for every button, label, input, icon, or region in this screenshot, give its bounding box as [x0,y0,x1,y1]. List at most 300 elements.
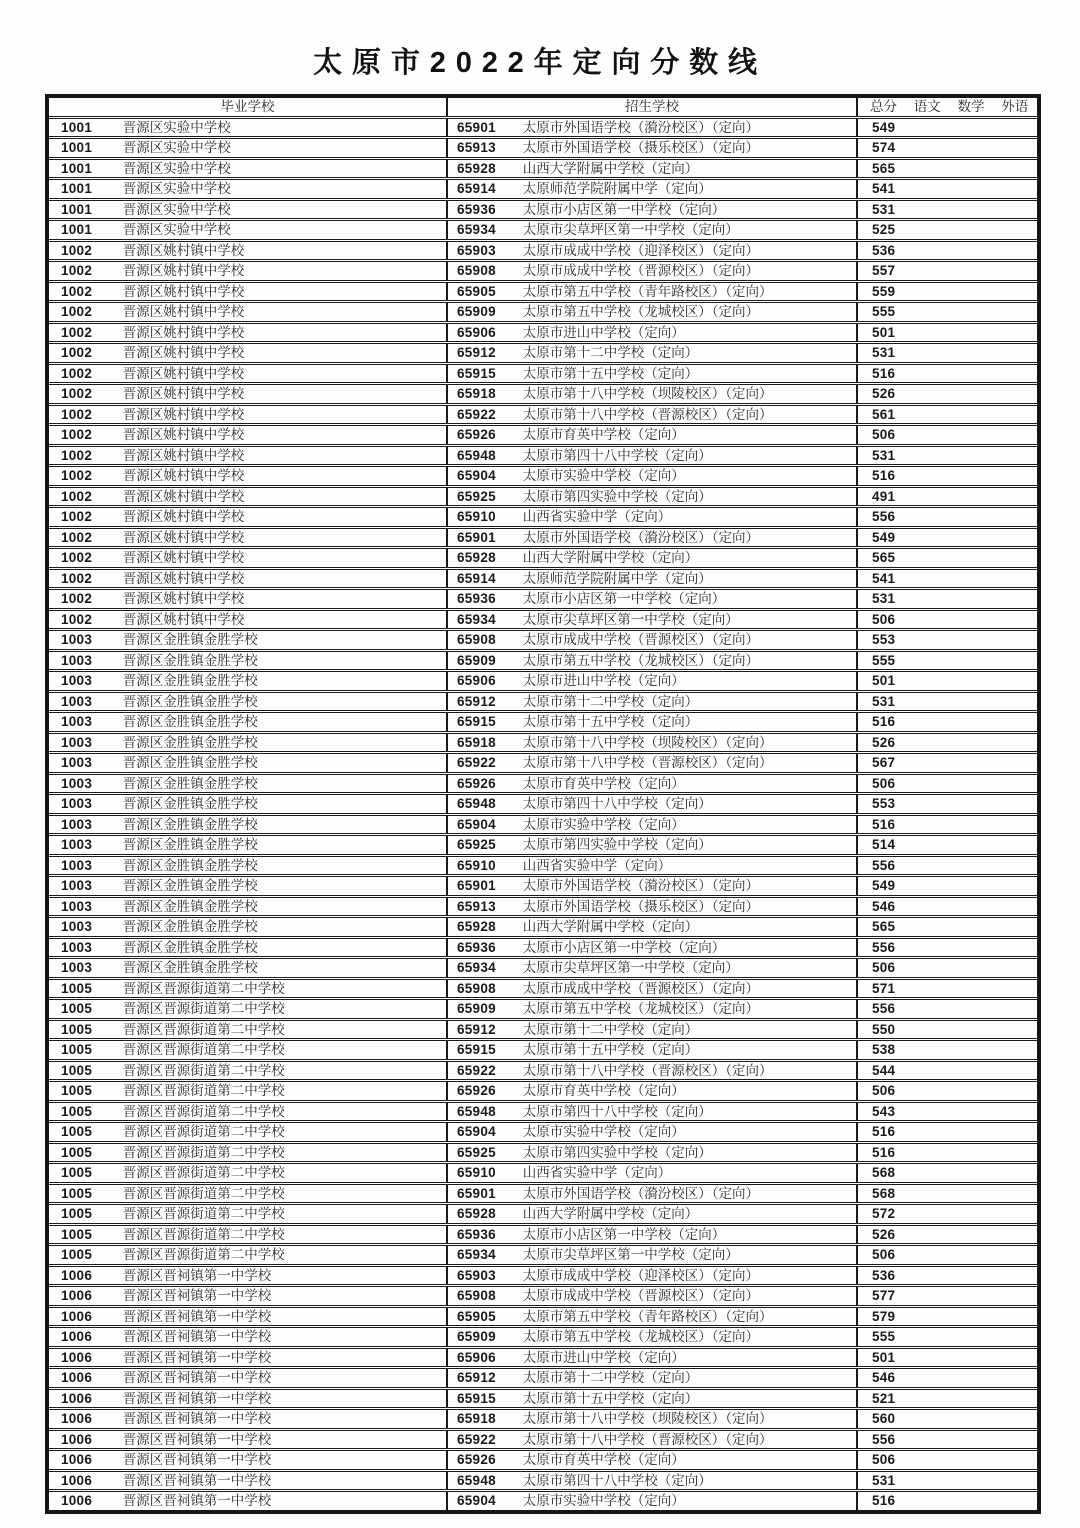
graduating-school-code: 1002 [61,427,93,443]
total-score-value: 549 [872,529,896,545]
total-score-cell [857,630,1039,651]
graduating-school-name: 晋源区姚村镇中学校 [122,427,245,443]
graduating-school-cell [47,1265,447,1286]
enrolling-school-name: 太原市第四十八中学校（定向） [522,796,712,812]
enrolling-school-name: 太原市成成中学校（晋源校区）（定向） [522,980,760,996]
table-row [47,384,1039,405]
total-score-cell [857,876,1039,897]
graduating-school-code: 1005 [61,1083,93,1099]
graduating-school-cell [47,1347,447,1368]
enrolling-school-name: 太原市第五中学校（青年路校区）（定向） [522,1308,773,1324]
graduating-school-code: 1003 [61,632,93,648]
enrolling-school-name: 太原市尖草坪区第一中学校（定向） [522,611,739,627]
graduating-school-code: 1005 [61,1247,93,1263]
graduating-school-code: 1006 [61,1411,93,1427]
enrolling-school-code: 65925 [457,488,496,504]
enrolling-school-name: 太原市实验中学校（定向） [522,1493,685,1509]
table-row [47,589,1039,610]
enrolling-school-cell [447,1388,857,1409]
graduating-school-name: 晋源区晋源街道第二中学校 [122,1165,285,1181]
enrolling-school-cell [447,445,857,466]
table-row [47,630,1039,651]
enrolling-school-cell [447,650,857,671]
enrolling-school-code: 65915 [457,365,496,381]
total-score-value: 506 [872,775,896,791]
enrolling-school-cell [447,917,857,938]
enrolling-school-cell [447,835,857,856]
graduating-school-cell [47,978,447,999]
graduating-school-name: 晋源区金胜镇金胜学校 [122,960,258,976]
enrolling-school-cell [447,1204,857,1225]
table-row [47,999,1039,1020]
enrolling-school-cell [447,158,857,179]
total-score-value: 526 [872,1226,896,1242]
graduating-school-name: 晋源区姚村镇中学校 [122,324,245,340]
enrolling-school-cell [447,117,857,138]
enrolling-school-name: 山西省实验中学（定向） [522,857,672,873]
total-score-value: 525 [872,222,896,238]
graduating-school-name: 晋源区实验中学校 [122,181,231,197]
graduating-school-code: 1006 [61,1452,93,1468]
enrolling-school-name: 太原市小店区第一中学校（定向） [522,1226,726,1242]
total-score-cell [857,158,1039,179]
total-score-cell [857,117,1039,138]
graduating-school-cell [47,322,447,343]
total-score-value: 541 [872,181,896,197]
enrolling-school-code: 65912 [457,345,496,361]
total-score-cell [857,343,1039,364]
enrolling-school-name: 太原市第十八中学校（坝陵校区）（定向） [522,386,773,402]
enrolling-school-name: 山西省实验中学（定向） [522,1165,672,1181]
graduating-school-name: 晋源区姚村镇中学校 [122,570,245,586]
graduating-school-code: 1005 [61,1226,93,1242]
total-score-value: 555 [872,652,896,668]
enrolling-school-name: 太原市第五中学校（龙城校区）（定向） [522,1329,760,1345]
graduating-school-name: 晋源区实验中学校 [122,222,231,238]
enrolling-school-code: 65906 [457,673,496,689]
graduating-school-cell [47,1429,447,1450]
graduating-school-code: 1003 [61,837,93,853]
enrolling-school-name: 太原市第四十八中学校（定向） [522,1103,712,1119]
graduating-school-code: 1006 [61,1308,93,1324]
graduating-school-cell [47,527,447,548]
graduating-school-name: 晋源区实验中学校 [122,140,231,156]
graduating-school-code: 1005 [61,1165,93,1181]
table-row [47,1306,1039,1327]
graduating-school-code: 1005 [61,1062,93,1078]
total-score-cell [857,814,1039,835]
total-score-value: 531 [872,693,896,709]
enrolling-school-code: 65905 [457,283,496,299]
total-score-value: 491 [872,488,896,504]
graduating-school-code: 1003 [61,960,93,976]
graduating-school-name: 晋源区晋源街道第二中学校 [122,1247,285,1263]
graduating-school-cell [47,199,447,220]
enrolling-school-cell [447,1122,857,1143]
total-score-value: 572 [872,1206,896,1222]
graduating-school-code: 1005 [61,1185,93,1201]
enrolling-school-name: 太原市尖草坪区第一中学校（定向） [522,960,739,976]
total-score-value: 553 [872,632,896,648]
table-row [47,1286,1039,1307]
total-score-cell [857,1286,1039,1307]
enrolling-school-name: 山西大学附属中学校（定向） [522,160,699,176]
total-score-cell [857,1368,1039,1389]
enrolling-school-cell [447,363,857,384]
graduating-school-code: 1003 [61,816,93,832]
enrolling-school-name: 太原市进山中学校（定向） [522,324,685,340]
total-score-cell [857,1224,1039,1245]
enrolling-school-code: 65922 [457,406,496,422]
enrolling-school-name: 太原市第十五中学校（定向） [522,714,699,730]
table-row [47,117,1039,138]
total-score-value: 568 [872,1185,896,1201]
enrolling-school-name: 太原市第十八中学校（晋源校区）（定向） [522,406,773,422]
enrolling-school-name: 太原市进山中学校（定向） [522,1349,685,1365]
graduating-school-cell [47,302,447,323]
column-header-enrolling-school: 招生学校 [447,96,857,117]
enrolling-school-code: 65904 [457,1493,496,1509]
total-score-value: 501 [872,673,896,689]
graduating-school-code: 1005 [61,1042,93,1058]
graduating-school-name: 晋源区姚村镇中学校 [122,509,245,525]
enrolling-school-cell [447,630,857,651]
table-row [47,1122,1039,1143]
total-score-value: 567 [872,755,896,771]
table-row [47,835,1039,856]
total-score-value: 521 [872,1390,896,1406]
total-score-value: 501 [872,1349,896,1365]
enrolling-school-code: 65910 [457,509,496,525]
enrolling-school-code: 65948 [457,1472,496,1488]
enrolling-school-code: 65913 [457,898,496,914]
total-score-value: 561 [872,406,896,422]
enrolling-school-cell [447,507,857,528]
total-score-cell [857,1019,1039,1040]
enrolling-school-cell [447,855,857,876]
total-score-cell [857,261,1039,282]
graduating-school-cell [47,835,447,856]
enrolling-school-cell [447,466,857,487]
total-score-cell [857,425,1039,446]
enrolling-school-code: 65948 [457,796,496,812]
table-row [47,937,1039,958]
enrolling-school-cell [447,138,857,159]
graduating-school-name: 晋源区金胜镇金胜学校 [122,816,258,832]
table-row [47,712,1039,733]
enrolling-school-code: 65909 [457,652,496,668]
graduating-school-cell [47,630,447,651]
graduating-school-name: 晋源区姚村镇中学校 [122,611,245,627]
graduating-school-cell [47,117,447,138]
enrolling-school-code: 65915 [457,1390,496,1406]
enrolling-school-name: 太原市第十八中学校（晋源校区）（定向） [522,1062,773,1078]
enrolling-school-cell [447,261,857,282]
graduating-school-code: 1001 [61,160,93,176]
graduating-school-code: 1006 [61,1288,93,1304]
enrolling-school-cell [447,1142,857,1163]
graduating-school-name: 晋源区姚村镇中学校 [122,468,245,484]
total-score-cell [857,527,1039,548]
total-score-cell [857,712,1039,733]
total-score-cell [857,548,1039,569]
total-score-value: 553 [872,796,896,812]
header-row [47,96,1039,117]
enrolling-school-cell [447,1245,857,1266]
total-score-value: 543 [872,1103,896,1119]
graduating-school-cell [47,1327,447,1348]
total-score-value: 574 [872,140,896,156]
enrolling-school-cell [447,1019,857,1040]
graduating-school-code: 1002 [61,570,93,586]
column-header-math: 数学 [957,99,985,115]
total-score-value: 559 [872,283,896,299]
enrolling-school-cell [447,1368,857,1389]
graduating-school-code: 1001 [61,222,93,238]
enrolling-school-name: 山西大学附属中学校（定向） [522,1206,699,1222]
total-score-value: 516 [872,365,896,381]
graduating-school-code: 1005 [61,1144,93,1160]
graduating-school-code: 1003 [61,939,93,955]
table-row [47,773,1039,794]
graduating-school-code: 1006 [61,1267,93,1283]
table-row [47,1470,1039,1491]
graduating-school-name: 晋源区金胜镇金胜学校 [122,652,258,668]
table-row [47,691,1039,712]
graduating-school-cell [47,1122,447,1143]
total-score-value: 556 [872,939,896,955]
total-score-value: 555 [872,304,896,320]
total-score-value: 516 [872,1493,896,1509]
graduating-school-cell [47,958,447,979]
enrolling-school-code: 65909 [457,1001,496,1017]
graduating-school-code: 1002 [61,345,93,361]
enrolling-school-code: 65922 [457,755,496,771]
enrolling-school-name: 山西大学附属中学校（定向） [522,919,699,935]
graduating-school-code: 1003 [61,775,93,791]
total-score-cell [857,466,1039,487]
enrolling-school-cell [447,322,857,343]
graduating-school-name: 晋源区姚村镇中学校 [122,263,245,279]
graduating-school-cell [47,486,447,507]
total-score-cell [857,937,1039,958]
column-header-graduating-school: 毕业学校 [47,96,447,117]
enrolling-school-cell [447,691,857,712]
graduating-school-name: 晋源区晋祠镇第一中学校 [122,1431,272,1447]
graduating-school-name: 晋源区金胜镇金胜学校 [122,632,258,648]
enrolling-school-name: 太原市第四实验中学校（定向） [522,837,712,853]
total-score-value: 531 [872,201,896,217]
graduating-school-name: 晋源区金胜镇金胜学校 [122,734,258,750]
graduating-school-name: 晋源区金胜镇金胜学校 [122,919,258,935]
enrolling-school-code: 65904 [457,1124,496,1140]
graduating-school-cell [47,999,447,1020]
enrolling-school-code: 65948 [457,1103,496,1119]
table-row [47,1163,1039,1184]
graduating-school-name: 晋源区姚村镇中学校 [122,406,245,422]
graduating-school-code: 1002 [61,611,93,627]
graduating-school-name: 晋源区晋祠镇第一中学校 [122,1411,272,1427]
enrolling-school-code: 65934 [457,1247,496,1263]
graduating-school-cell [47,404,447,425]
enrolling-school-name: 太原市第十五中学校（定向） [522,365,699,381]
enrolling-school-cell [447,568,857,589]
enrolling-school-cell [447,1183,857,1204]
graduating-school-cell [47,261,447,282]
enrolling-school-cell [447,978,857,999]
enrolling-school-cell [447,527,857,548]
total-score-value: 550 [872,1021,896,1037]
enrolling-school-name: 太原市第五中学校（龙城校区）（定向） [522,1001,760,1017]
column-header-total-score: 总分 [870,99,897,115]
enrolling-school-code: 65914 [457,570,496,586]
graduating-school-name: 晋源区金胜镇金胜学校 [122,673,258,689]
total-score-cell [857,281,1039,302]
total-score-value: 538 [872,1042,896,1058]
table-row [47,363,1039,384]
table-row [47,732,1039,753]
enrolling-school-code: 65905 [457,1308,496,1324]
graduating-school-name: 晋源区金胜镇金胜学校 [122,775,258,791]
enrolling-school-name: 太原市第四十八中学校（定向） [522,447,712,463]
total-score-value: 516 [872,1144,896,1160]
enrolling-school-code: 65948 [457,447,496,463]
enrolling-school-cell [447,712,857,733]
enrolling-school-cell [447,1470,857,1491]
total-score-cell [857,671,1039,692]
graduating-school-code: 1002 [61,591,93,607]
graduating-school-name: 晋源区实验中学校 [122,201,231,217]
graduating-school-cell [47,794,447,815]
graduating-school-name: 晋源区姚村镇中学校 [122,283,245,299]
total-score-cell [857,1388,1039,1409]
enrolling-school-code: 65936 [457,939,496,955]
enrolling-school-name: 太原市小店区第一中学校（定向） [522,591,726,607]
enrolling-school-code: 65934 [457,960,496,976]
total-score-cell [857,855,1039,876]
table-row [47,1409,1039,1430]
score-line-table [45,94,1041,1514]
graduating-school-name: 晋源区姚村镇中学校 [122,529,245,545]
total-score-cell [857,568,1039,589]
total-score-cell [857,1491,1039,1512]
graduating-school-code: 1006 [61,1329,93,1345]
graduating-school-cell [47,876,447,897]
graduating-school-name: 晋源区晋祠镇第一中学校 [122,1370,272,1386]
graduating-school-name: 晋源区金胜镇金胜学校 [122,898,258,914]
total-score-value: 506 [872,1083,896,1099]
total-score-cell [857,1081,1039,1102]
table-row [47,1142,1039,1163]
enrolling-school-name: 太原市外国语学校（摄乐校区）（定向） [522,898,760,914]
table-row [47,240,1039,261]
graduating-school-code: 1003 [61,898,93,914]
graduating-school-code: 1002 [61,529,93,545]
graduating-school-name: 晋源区姚村镇中学校 [122,365,245,381]
enrolling-school-cell [447,1286,857,1307]
enrolling-school-name: 太原市成成中学校（晋源校区）（定向） [522,263,760,279]
graduating-school-code: 1003 [61,652,93,668]
table-row [47,753,1039,774]
graduating-school-code: 1003 [61,734,93,750]
total-score-value: 516 [872,1124,896,1140]
graduating-school-cell [47,1142,447,1163]
graduating-school-code: 1002 [61,386,93,402]
graduating-school-cell [47,1224,447,1245]
graduating-school-code: 1002 [61,263,93,279]
table-row [47,814,1039,835]
enrolling-school-name: 太原市小店区第一中学校（定向） [522,201,726,217]
graduating-school-code: 1006 [61,1431,93,1447]
enrolling-school-code: 65908 [457,980,496,996]
enrolling-school-name: 太原师范学院附属中学（定向） [522,181,712,197]
graduating-school-code: 1002 [61,509,93,525]
total-score-cell [857,1347,1039,1368]
graduating-school-code: 1002 [61,283,93,299]
enrolling-school-code: 65913 [457,140,496,156]
total-score-cell [857,302,1039,323]
enrolling-school-code: 65914 [457,181,496,197]
total-score-cell [857,384,1039,405]
table-row [47,1429,1039,1450]
total-score-cell [857,404,1039,425]
enrolling-school-name: 太原市育英中学校（定向） [522,1083,685,1099]
total-score-value: 506 [872,611,896,627]
graduating-school-cell [47,179,447,200]
graduating-school-cell [47,1306,447,1327]
table-row [47,1491,1039,1512]
enrolling-school-code: 65928 [457,160,496,176]
total-score-cell [857,240,1039,261]
total-score-cell [857,1101,1039,1122]
graduating-school-cell [47,445,447,466]
graduating-school-code: 1002 [61,550,93,566]
enrolling-school-cell [447,958,857,979]
total-score-value: 565 [872,919,896,935]
graduating-school-name: 晋源区晋祠镇第一中学校 [122,1452,272,1468]
graduating-school-cell [47,1019,447,1040]
graduating-school-name: 晋源区晋源街道第二中学校 [122,1226,285,1242]
total-score-value: 560 [872,1411,896,1427]
graduating-school-code: 1005 [61,1206,93,1222]
table-row [47,527,1039,548]
total-score-value: 556 [872,857,896,873]
enrolling-school-cell [447,1081,857,1102]
total-score-cell [857,1327,1039,1348]
total-score-cell [857,1265,1039,1286]
total-score-value: 531 [872,591,896,607]
graduating-school-name: 晋源区姚村镇中学校 [122,488,245,504]
total-score-value: 565 [872,160,896,176]
graduating-school-name: 晋源区晋源街道第二中学校 [122,1021,285,1037]
graduating-school-name: 晋源区金胜镇金胜学校 [122,837,258,853]
table-row [47,466,1039,487]
total-score-cell [857,999,1039,1020]
graduating-school-name: 晋源区晋源街道第二中学校 [122,1083,285,1099]
graduating-school-name: 晋源区金胜镇金胜学校 [122,796,258,812]
graduating-school-cell [47,896,447,917]
total-score-value: 556 [872,1431,896,1447]
enrolling-school-code: 65906 [457,324,496,340]
enrolling-school-code: 65926 [457,427,496,443]
total-score-cell [857,1040,1039,1061]
table-row [47,671,1039,692]
table-row [47,1327,1039,1348]
graduating-school-cell [47,753,447,774]
graduating-school-code: 1003 [61,878,93,894]
enrolling-school-cell [447,343,857,364]
enrolling-school-code: 65928 [457,550,496,566]
